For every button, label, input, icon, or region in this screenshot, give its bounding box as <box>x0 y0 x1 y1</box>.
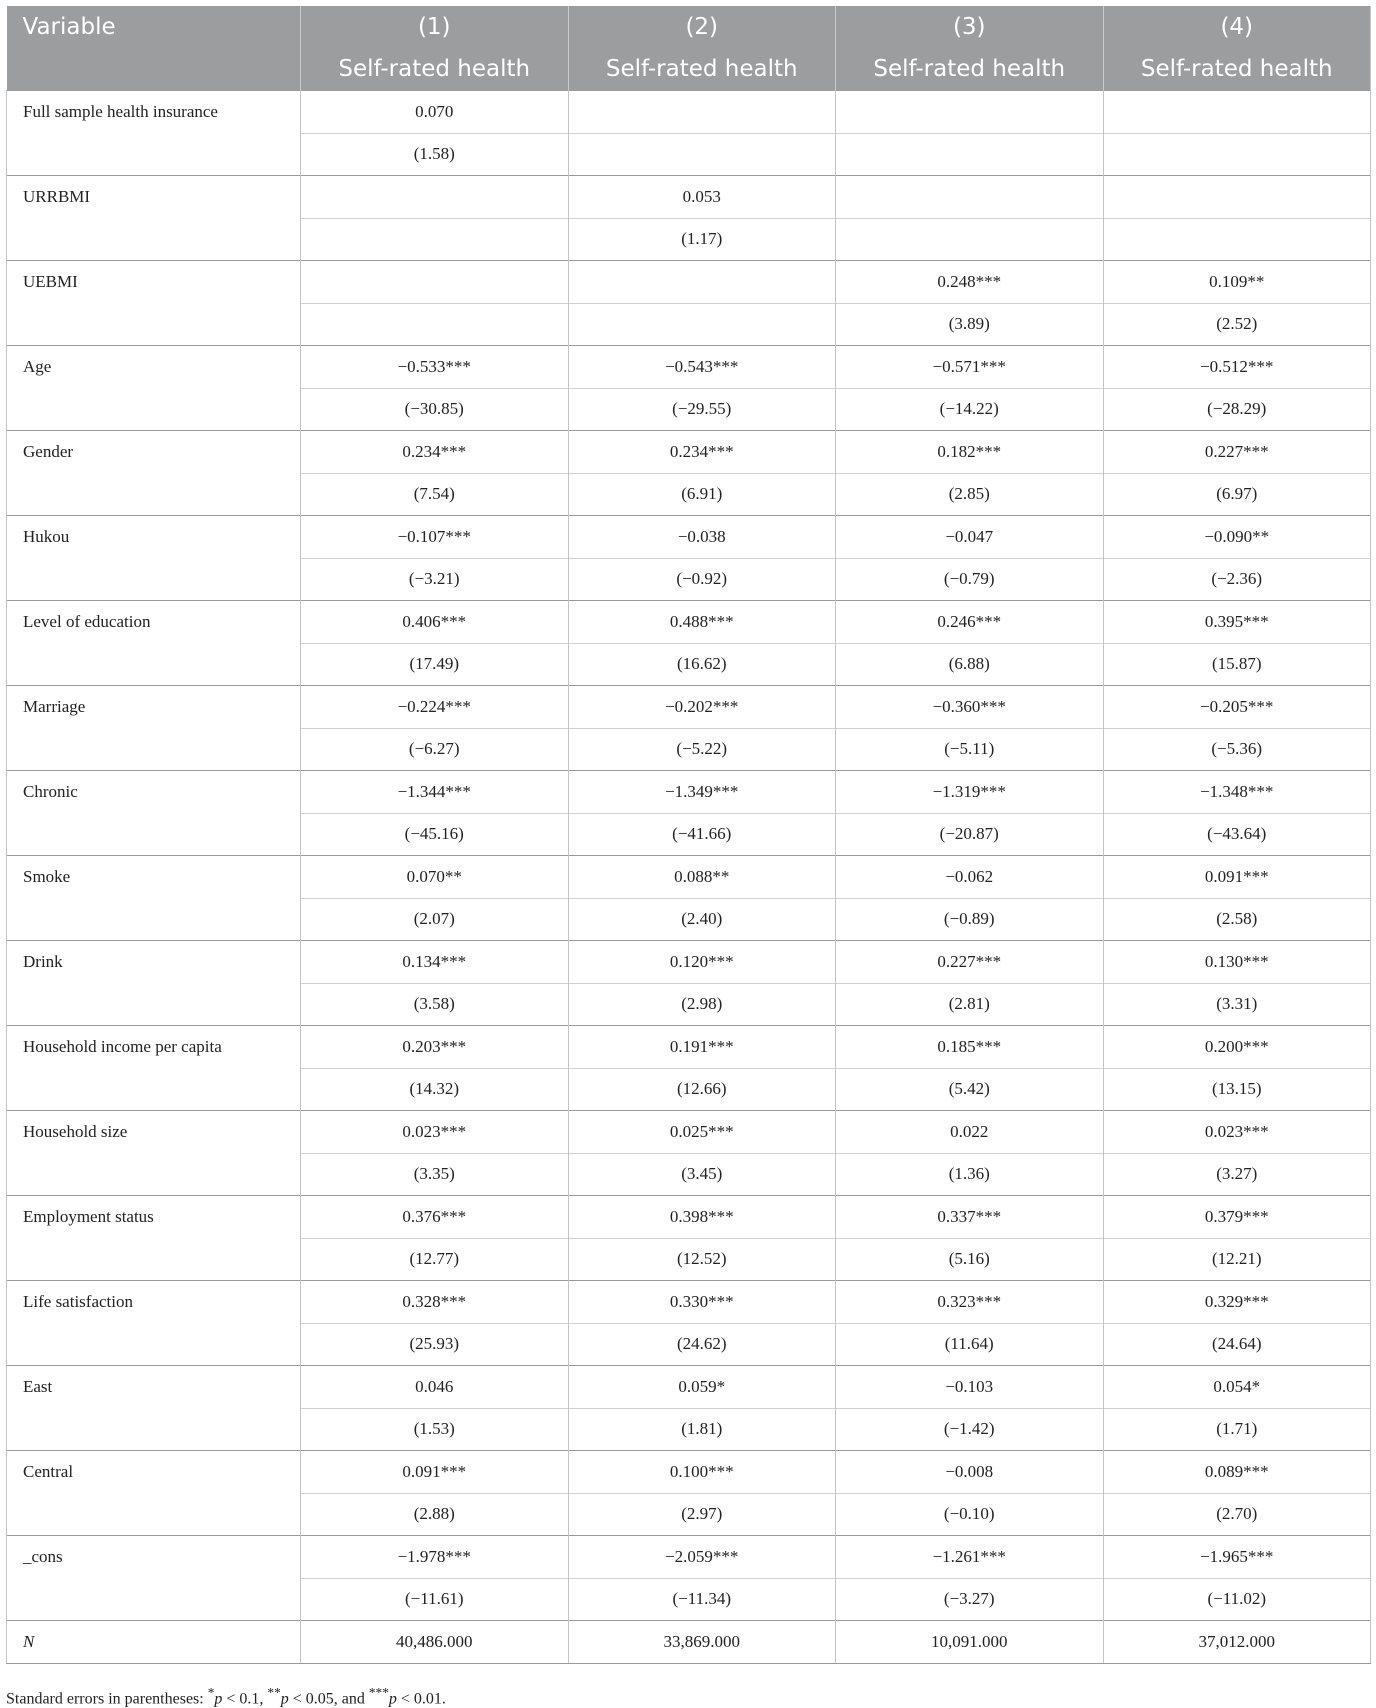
coefficient-cell: 0.379*** <box>1103 1196 1371 1239</box>
coefficient-cell: 0.488*** <box>568 601 836 644</box>
statistic-cell: (15.87) <box>1103 643 1371 686</box>
statistic-cell <box>836 133 1104 176</box>
statistic-cell: (12.66) <box>568 1068 836 1111</box>
coefficient-cell: 0.053 <box>568 176 836 219</box>
statistic-cell: (−11.02) <box>1103 1578 1371 1621</box>
table-row <box>7 1451 1371 1494</box>
statistic-cell: (−28.29) <box>1103 388 1371 431</box>
coefficient-cell: −1.348*** <box>1103 771 1371 814</box>
statistic-cell: (−11.61) <box>301 1578 569 1621</box>
header-outcome-2: Self-rated health <box>568 48 836 91</box>
coefficient-cell <box>301 261 569 304</box>
footnote-threshold-2: < 0.05, and <box>288 1690 369 1708</box>
statistic-cell: (5.16) <box>836 1238 1104 1281</box>
coefficient-cell: 0.329*** <box>1103 1281 1371 1324</box>
coefficient-cell: 0.234*** <box>301 431 569 474</box>
statistic-cell: (3.35) <box>301 1153 569 1196</box>
coefficient-cell: 0.395*** <box>1103 601 1371 644</box>
variable-label: Household size <box>7 1111 301 1196</box>
table-row <box>7 1111 1371 1154</box>
statistic-cell: (3.58) <box>301 983 569 1026</box>
coefficient-cell: −1.319*** <box>836 771 1104 814</box>
table-row <box>7 1026 1371 1069</box>
coefficient-cell: 0.328*** <box>301 1281 569 1324</box>
statistic-cell: (2.85) <box>836 473 1104 516</box>
statistic-cell: (−5.11) <box>836 728 1104 771</box>
coefficient-cell: 0.070 <box>301 91 569 134</box>
statistic-cell: (25.93) <box>301 1323 569 1366</box>
coefficient-cell: 0.182*** <box>836 431 1104 474</box>
coefficient-cell: 0.337*** <box>836 1196 1104 1239</box>
coefficient-cell: 0.406*** <box>301 601 569 644</box>
coefficient-cell: −0.571*** <box>836 346 1104 389</box>
table-row <box>7 261 1371 304</box>
coefficient-cell: 0.091*** <box>301 1451 569 1494</box>
coefficient-cell: −0.107*** <box>301 516 569 559</box>
coefficient-cell: 0.025*** <box>568 1111 836 1154</box>
statistic-cell: (−5.22) <box>568 728 836 771</box>
statistic-cell: (2.07) <box>301 898 569 941</box>
header-blank <box>7 48 301 91</box>
coefficient-cell <box>568 261 836 304</box>
table-row <box>7 91 1371 134</box>
variable-label: East <box>7 1366 301 1451</box>
coefficient-cell: −0.533*** <box>301 346 569 389</box>
header-model-2: (2) <box>568 6 836 48</box>
coefficient-cell: −1.344*** <box>301 771 569 814</box>
coefficient-cell: −0.205*** <box>1103 686 1371 729</box>
coefficient-cell: 0.234*** <box>568 431 836 474</box>
coefficient-cell: −0.224*** <box>301 686 569 729</box>
footnote-p-3: p <box>388 1690 397 1708</box>
statistic-cell <box>301 303 569 346</box>
statistic-cell: (24.64) <box>1103 1323 1371 1366</box>
statistic-cell: (1.17) <box>568 218 836 261</box>
table-row <box>7 771 1371 814</box>
table-row <box>7 1196 1371 1239</box>
table-row <box>7 941 1371 984</box>
coefficient-cell: 0.088** <box>568 856 836 899</box>
coefficient-cell: 0.100*** <box>568 1451 836 1494</box>
footnote-prefix: Standard errors in parentheses: <box>6 1690 208 1708</box>
header-row-outcomes <box>7 48 1371 91</box>
coefficient-cell: 0.227*** <box>1103 431 1371 474</box>
coefficient-cell: 0.023*** <box>301 1111 569 1154</box>
coefficient-cell: 0.023*** <box>1103 1111 1371 1154</box>
statistic-cell: (7.54) <box>301 473 569 516</box>
statistic-cell: (6.91) <box>568 473 836 516</box>
table-row <box>7 1366 1371 1409</box>
variable-label: Smoke <box>7 856 301 941</box>
statistic-cell: (2.40) <box>568 898 836 941</box>
coefficient-cell: 0.330*** <box>568 1281 836 1324</box>
observations-value: 37,012.000 <box>1103 1621 1371 1664</box>
variable-label: Chronic <box>7 771 301 856</box>
header-outcome-1: Self-rated health <box>301 48 569 91</box>
footnote-star-2: ** <box>267 1685 281 1700</box>
statistic-cell: (−1.42) <box>836 1408 1104 1451</box>
statistic-cell: (12.21) <box>1103 1238 1371 1281</box>
coefficient-cell: 0.248*** <box>836 261 1104 304</box>
coefficient-cell: 0.089*** <box>1103 1451 1371 1494</box>
header-row-models <box>7 6 1371 48</box>
statistic-cell: (2.52) <box>1103 303 1371 346</box>
statistic-cell: (24.62) <box>568 1323 836 1366</box>
coefficient-cell: −2.059*** <box>568 1536 836 1579</box>
coefficient-cell: 0.109** <box>1103 261 1371 304</box>
table-header <box>7 6 1371 91</box>
footnote-star-3: *** <box>368 1685 389 1700</box>
header-outcome-4: Self-rated health <box>1103 48 1371 91</box>
coefficient-cell <box>836 176 1104 219</box>
statistic-cell: (1.81) <box>568 1408 836 1451</box>
table-row <box>7 686 1371 729</box>
coefficient-cell: 0.200*** <box>1103 1026 1371 1069</box>
coefficient-cell: −0.103 <box>836 1366 1104 1409</box>
statistic-cell: (−6.27) <box>301 728 569 771</box>
coefficient-cell: 0.376*** <box>301 1196 569 1239</box>
coefficient-cell: 0.246*** <box>836 601 1104 644</box>
variable-label: Age <box>7 346 301 431</box>
coefficient-cell <box>1103 91 1371 134</box>
variable-label: Full sample health insurance <box>7 91 301 176</box>
footnote-p-1: p <box>214 1690 223 1708</box>
statistic-cell: (3.27) <box>1103 1153 1371 1196</box>
observations-value: 10,091.000 <box>836 1621 1104 1664</box>
coefficient-cell: 0.203*** <box>301 1026 569 1069</box>
coefficient-cell: −1.978*** <box>301 1536 569 1579</box>
variable-label: Household income per capita <box>7 1026 301 1111</box>
statistic-cell: (−3.21) <box>301 558 569 601</box>
statistic-cell: (−3.27) <box>836 1578 1104 1621</box>
table-footnote <box>6 1685 446 1708</box>
statistic-cell: (−29.55) <box>568 388 836 431</box>
coefficient-cell: −0.038 <box>568 516 836 559</box>
table-row <box>7 1536 1371 1579</box>
coefficient-cell: 0.120*** <box>568 941 836 984</box>
coefficient-cell: 0.022 <box>836 1111 1104 1154</box>
table-row <box>7 431 1371 474</box>
header-model-3: (3) <box>836 6 1104 48</box>
header-outcome-3: Self-rated health <box>836 48 1104 91</box>
statistic-cell: (2.98) <box>568 983 836 1026</box>
statistic-cell: (1.71) <box>1103 1408 1371 1451</box>
coefficient-cell: −0.047 <box>836 516 1104 559</box>
statistic-cell <box>1103 133 1371 176</box>
statistic-cell: (−14.22) <box>836 388 1104 431</box>
variable-label: URRBMI <box>7 176 301 261</box>
table-row <box>7 176 1371 219</box>
variable-label: Marriage <box>7 686 301 771</box>
statistic-cell: (−0.92) <box>568 558 836 601</box>
coefficient-cell: −0.202*** <box>568 686 836 729</box>
variable-label: Hukou <box>7 516 301 601</box>
coefficient-cell: −1.261*** <box>836 1536 1104 1579</box>
statistic-cell: (−0.79) <box>836 558 1104 601</box>
table-row <box>7 1281 1371 1324</box>
footnote-p-2: p <box>280 1690 289 1708</box>
statistic-cell: (−11.34) <box>568 1578 836 1621</box>
statistic-cell: (12.77) <box>301 1238 569 1281</box>
coefficient-cell: −0.360*** <box>836 686 1104 729</box>
footnote-star-1: * <box>207 1685 215 1700</box>
coefficient-cell: 0.046 <box>301 1366 569 1409</box>
statistic-cell: (2.88) <box>301 1493 569 1536</box>
statistic-cell <box>1103 218 1371 261</box>
statistic-cell: (−45.16) <box>301 813 569 856</box>
observations-label: N <box>7 1621 301 1664</box>
variable-label: _cons <box>7 1536 301 1621</box>
statistic-cell: (3.31) <box>1103 983 1371 1026</box>
observations-value: 40,486.000 <box>301 1621 569 1664</box>
variable-label: Drink <box>7 941 301 1026</box>
statistic-cell: (−2.36) <box>1103 558 1371 601</box>
table-row <box>7 601 1371 644</box>
statistic-cell: (1.58) <box>301 133 569 176</box>
coefficient-cell: −0.512*** <box>1103 346 1371 389</box>
coefficient-cell: 0.185*** <box>836 1026 1104 1069</box>
footnote-threshold-3: < 0.01. <box>396 1690 446 1708</box>
statistic-cell: (−43.64) <box>1103 813 1371 856</box>
coefficient-cell: 0.054* <box>1103 1366 1371 1409</box>
regression-table-container <box>6 6 1370 1664</box>
statistic-cell: (6.88) <box>836 643 1104 686</box>
coefficient-cell: 0.398*** <box>568 1196 836 1239</box>
statistic-cell: (2.70) <box>1103 1493 1371 1536</box>
observations-value: 33,869.000 <box>568 1621 836 1664</box>
statistic-cell: (12.52) <box>568 1238 836 1281</box>
coefficient-cell: −1.349*** <box>568 771 836 814</box>
coefficient-cell: −0.008 <box>836 1451 1104 1494</box>
statistic-cell: (−0.89) <box>836 898 1104 941</box>
coefficient-cell <box>1103 176 1371 219</box>
statistic-cell <box>836 218 1104 261</box>
statistic-cell: (1.36) <box>836 1153 1104 1196</box>
statistic-cell: (6.97) <box>1103 473 1371 516</box>
statistic-cell: (17.49) <box>301 643 569 686</box>
coefficient-cell: −1.965*** <box>1103 1536 1371 1579</box>
variable-label: UEBMI <box>7 261 301 346</box>
statistic-cell <box>568 303 836 346</box>
coefficient-cell: 0.130*** <box>1103 941 1371 984</box>
coefficient-cell: −0.062 <box>836 856 1104 899</box>
variable-label: Gender <box>7 431 301 516</box>
coefficient-cell: 0.134*** <box>301 941 569 984</box>
coefficient-cell: 0.227*** <box>836 941 1104 984</box>
coefficient-cell: 0.323*** <box>836 1281 1104 1324</box>
table-row <box>7 856 1371 899</box>
statistic-cell: (2.58) <box>1103 898 1371 941</box>
table-row <box>7 346 1371 389</box>
statistic-cell: (11.64) <box>836 1323 1104 1366</box>
statistic-cell: (2.81) <box>836 983 1104 1026</box>
table-row <box>7 516 1371 559</box>
coefficient-cell: 0.191*** <box>568 1026 836 1069</box>
statistic-cell: (16.62) <box>568 643 836 686</box>
coefficient-cell: 0.091*** <box>1103 856 1371 899</box>
statistic-cell: (1.53) <box>301 1408 569 1451</box>
footnote-threshold-1: < 0.1, <box>222 1690 268 1708</box>
variable-label: Level of education <box>7 601 301 686</box>
coefficient-cell: −0.543*** <box>568 346 836 389</box>
statistic-cell: (−5.36) <box>1103 728 1371 771</box>
statistic-cell: (−30.85) <box>301 388 569 431</box>
statistic-cell: (−41.66) <box>568 813 836 856</box>
coefficient-cell <box>836 91 1104 134</box>
statistic-cell <box>301 218 569 261</box>
statistic-cell: (3.45) <box>568 1153 836 1196</box>
observations-row <box>7 1621 1371 1664</box>
variable-label: Central <box>7 1451 301 1536</box>
table-body <box>7 91 1371 1664</box>
statistic-cell: (13.15) <box>1103 1068 1371 1111</box>
header-model-4: (4) <box>1103 6 1371 48</box>
coefficient-cell <box>301 176 569 219</box>
statistic-cell: (3.89) <box>836 303 1104 346</box>
statistic-cell: (−20.87) <box>836 813 1104 856</box>
statistic-cell <box>568 133 836 176</box>
coefficient-cell: −0.090** <box>1103 516 1371 559</box>
header-variable: Variable <box>7 6 301 48</box>
variable-label: Life satisfaction <box>7 1281 301 1366</box>
coefficient-cell <box>568 91 836 134</box>
variable-label: Employment status <box>7 1196 301 1281</box>
coefficient-cell: 0.070** <box>301 856 569 899</box>
statistic-cell: (5.42) <box>836 1068 1104 1111</box>
statistic-cell: (14.32) <box>301 1068 569 1111</box>
regression-table <box>6 6 1371 1664</box>
statistic-cell: (2.97) <box>568 1493 836 1536</box>
header-model-1: (1) <box>301 6 569 48</box>
coefficient-cell: 0.059* <box>568 1366 836 1409</box>
statistic-cell: (−0.10) <box>836 1493 1104 1536</box>
